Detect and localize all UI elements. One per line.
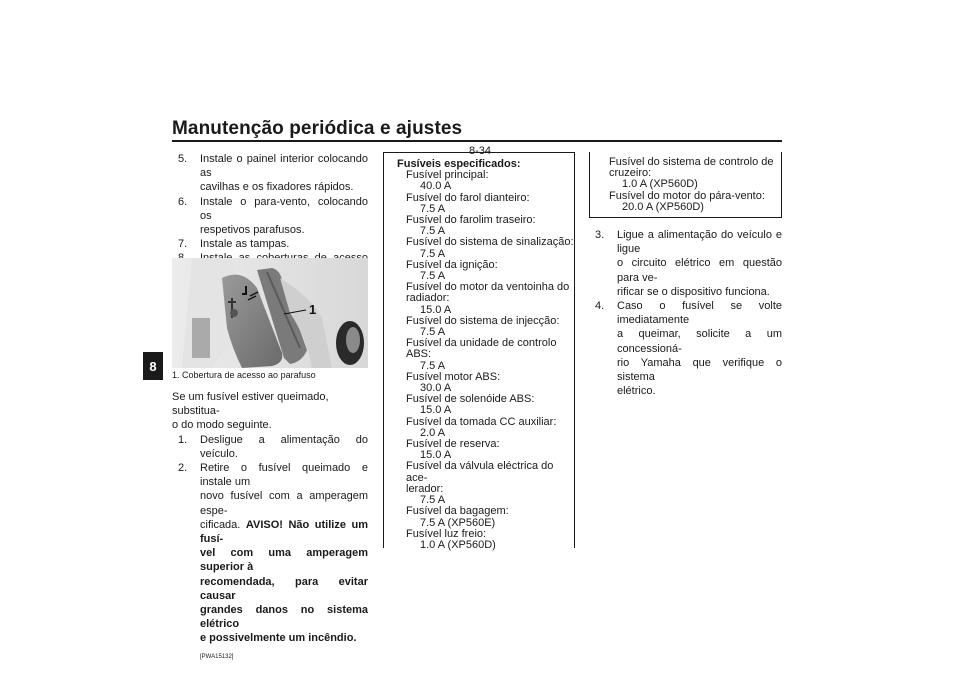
list-item — [172, 195, 368, 238]
step-line: cificada. AVISO! Não utilize um fusí- — [200, 518, 368, 546]
figure-caption: 1. Cobertura de acesso ao parafuso — [172, 370, 316, 380]
fuse-name: Fusível da tomada CC auxiliar: — [406, 415, 557, 428]
step-number: 7. — [178, 238, 188, 251]
fuse-item — [397, 506, 574, 528]
fuse-value: 20.0 A (XP560D) — [622, 200, 704, 213]
step-line: novo fusível com a amperagem espe- — [200, 490, 368, 517]
fuse-item — [609, 157, 781, 191]
figure-illustration — [172, 258, 368, 368]
fuse-item — [397, 193, 574, 215]
fuse-name: Fusível do sistema de controlo de — [609, 156, 774, 168]
list-item — [172, 461, 368, 664]
step-line: rio Yamaha que verifique o sistema — [617, 356, 782, 384]
step-line: o circuito elétrico em questão para ve- — [617, 257, 782, 284]
list-item — [172, 433, 368, 461]
fuse-item — [397, 237, 574, 259]
step-line: Ligue a alimentação do veículo e ligue — [617, 229, 782, 256]
step-number: 1. — [178, 433, 188, 446]
fuse-value: 7.5 A — [420, 202, 446, 215]
fuse-value: 7.5 A — [420, 247, 446, 260]
fuse-name: Fusível do sistema de sinalização: — [406, 236, 574, 249]
fuse-item — [397, 417, 574, 439]
step-line: respetivos parafusos. — [200, 224, 305, 237]
step-text — [200, 237, 368, 251]
warning-text: vel com uma amperagem superior à — [200, 547, 368, 574]
access-cover-figure — [172, 258, 368, 368]
step-line: cavilhas e os fixadores rápidos. — [200, 181, 354, 194]
step-text — [617, 228, 782, 299]
fuse-value: 7.5 A — [420, 326, 446, 339]
step-line: rificar se o dispositivo funciona. — [617, 285, 770, 298]
fuse-value: 15.0 A — [420, 404, 452, 417]
list-item — [172, 237, 368, 251]
fuse-name: Fusível da unidade de controlo — [406, 337, 557, 350]
fuse-name: Fusível do farol dianteiro: — [406, 191, 530, 204]
fuse-item — [397, 529, 574, 551]
chapter-tab: 8 — [143, 352, 163, 380]
fuse-name: cruzeiro: — [609, 167, 652, 180]
fuse-spec-box-continued — [589, 152, 782, 218]
fuse-heading: Fusíveis especificados: — [397, 158, 521, 170]
step-text — [200, 195, 368, 238]
fuse-value: 1.0 A (XP560D) — [420, 538, 496, 551]
fuse-value: 15.0 A — [420, 449, 452, 462]
fuse-name: Fusível de solenóide ABS: — [406, 393, 535, 406]
fuse-item — [397, 282, 574, 316]
fuse-name: lerador: — [406, 482, 444, 495]
fuse-name: Fusível da ignição: — [406, 258, 498, 271]
fuse-item — [397, 372, 574, 394]
step-text — [200, 461, 368, 664]
fuse-value: 7.5 A — [420, 359, 446, 372]
steps-bottom — [172, 433, 368, 664]
fuse-name: radiador: — [406, 292, 450, 305]
fuse-value: 7.5 A — [420, 225, 446, 238]
list-item — [589, 228, 782, 299]
list-item — [589, 299, 782, 398]
step-text — [200, 433, 368, 461]
step-line: Caso o fusível se volte imediatamente — [617, 300, 782, 327]
fuse-name: Fusível do motor do pára-vento: — [609, 189, 765, 202]
step-line: a queimar, solicite a um concessioná- — [617, 328, 782, 355]
step-number: 5. — [178, 153, 188, 165]
intro-line: o do modo seguinte. — [172, 419, 272, 432]
fuse-value: 30.0 A — [420, 382, 452, 395]
fuse-item — [397, 338, 574, 372]
step-line: Desligue a alimentação do veículo. — [200, 433, 368, 460]
fuse-item — [609, 191, 781, 213]
step-line: elétrico. — [617, 385, 656, 398]
page-title: Manutenção periódica e ajustes — [172, 118, 463, 139]
step-number: 2. — [178, 462, 188, 475]
fuse-spec-box — [383, 152, 575, 551]
step-line: Retire o fusível queimado e instale um — [200, 462, 368, 489]
fuse-item — [397, 170, 574, 192]
fuse-item — [397, 316, 574, 338]
fuse-item — [397, 461, 574, 506]
warning-text: grandes danos no sistema elétrico — [200, 604, 368, 631]
fuse-item — [397, 215, 574, 237]
steps-final — [589, 228, 782, 398]
warning-text: e possivelmente um incêndio. — [200, 632, 357, 645]
fuse-name: Fusível do motor da ventoinha do — [406, 281, 570, 294]
fuse-value: 40.0 A — [420, 180, 452, 193]
page-number: 8-34 — [468, 145, 492, 157]
step-number: 3. — [595, 229, 605, 241]
warning-text: AVISO! Não utilize um fusí- — [200, 518, 368, 546]
fuse-name: Fusível luz freio: — [406, 527, 487, 540]
fuse-value: 2.0 A — [420, 426, 446, 439]
warning-code: [PWA15132] — [200, 653, 234, 660]
step-text — [200, 152, 368, 195]
fuse-value: 7.5 A — [420, 270, 446, 283]
fuse-name: Fusível do farolim traseiro: — [406, 214, 536, 227]
fuse-name: Fusível principal: — [406, 169, 489, 182]
step-text — [617, 299, 782, 398]
fuse-name: Fusível do sistema de injecção: — [406, 314, 560, 327]
step-line: Instale o para-vento, colocando os — [200, 195, 368, 222]
intro-line: Se um fusível estiver queimado, substitua- — [172, 391, 329, 418]
step-number: 4. — [595, 300, 605, 313]
fuse-name: Fusível de reserva: — [406, 438, 500, 451]
fuse-value: 7.5 A — [420, 494, 446, 507]
fuse-list-right — [590, 152, 781, 213]
fuse-item — [397, 260, 574, 282]
figure-callout: 1 — [309, 302, 317, 317]
fuse-name: ABS: — [406, 348, 432, 361]
replacement-procedure — [172, 390, 368, 664]
fuse-value: 1.0 A (XP560D) — [622, 178, 698, 191]
warning-text: recomendada, para evitar causar — [200, 575, 368, 602]
step-line: Instale as tampas. — [200, 238, 290, 251]
fuse-name: Fusível da bagagem: — [406, 505, 509, 518]
fuse-value: 7.5 A (XP560E) — [420, 516, 496, 529]
fuse-list-left — [384, 153, 574, 551]
fuse-item — [397, 439, 574, 461]
fuse-name: Fusível motor ABS: — [406, 370, 501, 383]
fuse-name: Fusível da válvula eléctrica do ace- — [406, 460, 554, 484]
list-item — [172, 152, 368, 195]
header-rule — [172, 140, 782, 142]
fuse-value: 15.0 A — [420, 303, 452, 316]
intro-paragraph — [172, 390, 368, 433]
step-line: Instale o painel interior colocando as — [200, 153, 368, 180]
step-number: 6. — [178, 195, 188, 208]
fuse-item — [397, 394, 574, 416]
